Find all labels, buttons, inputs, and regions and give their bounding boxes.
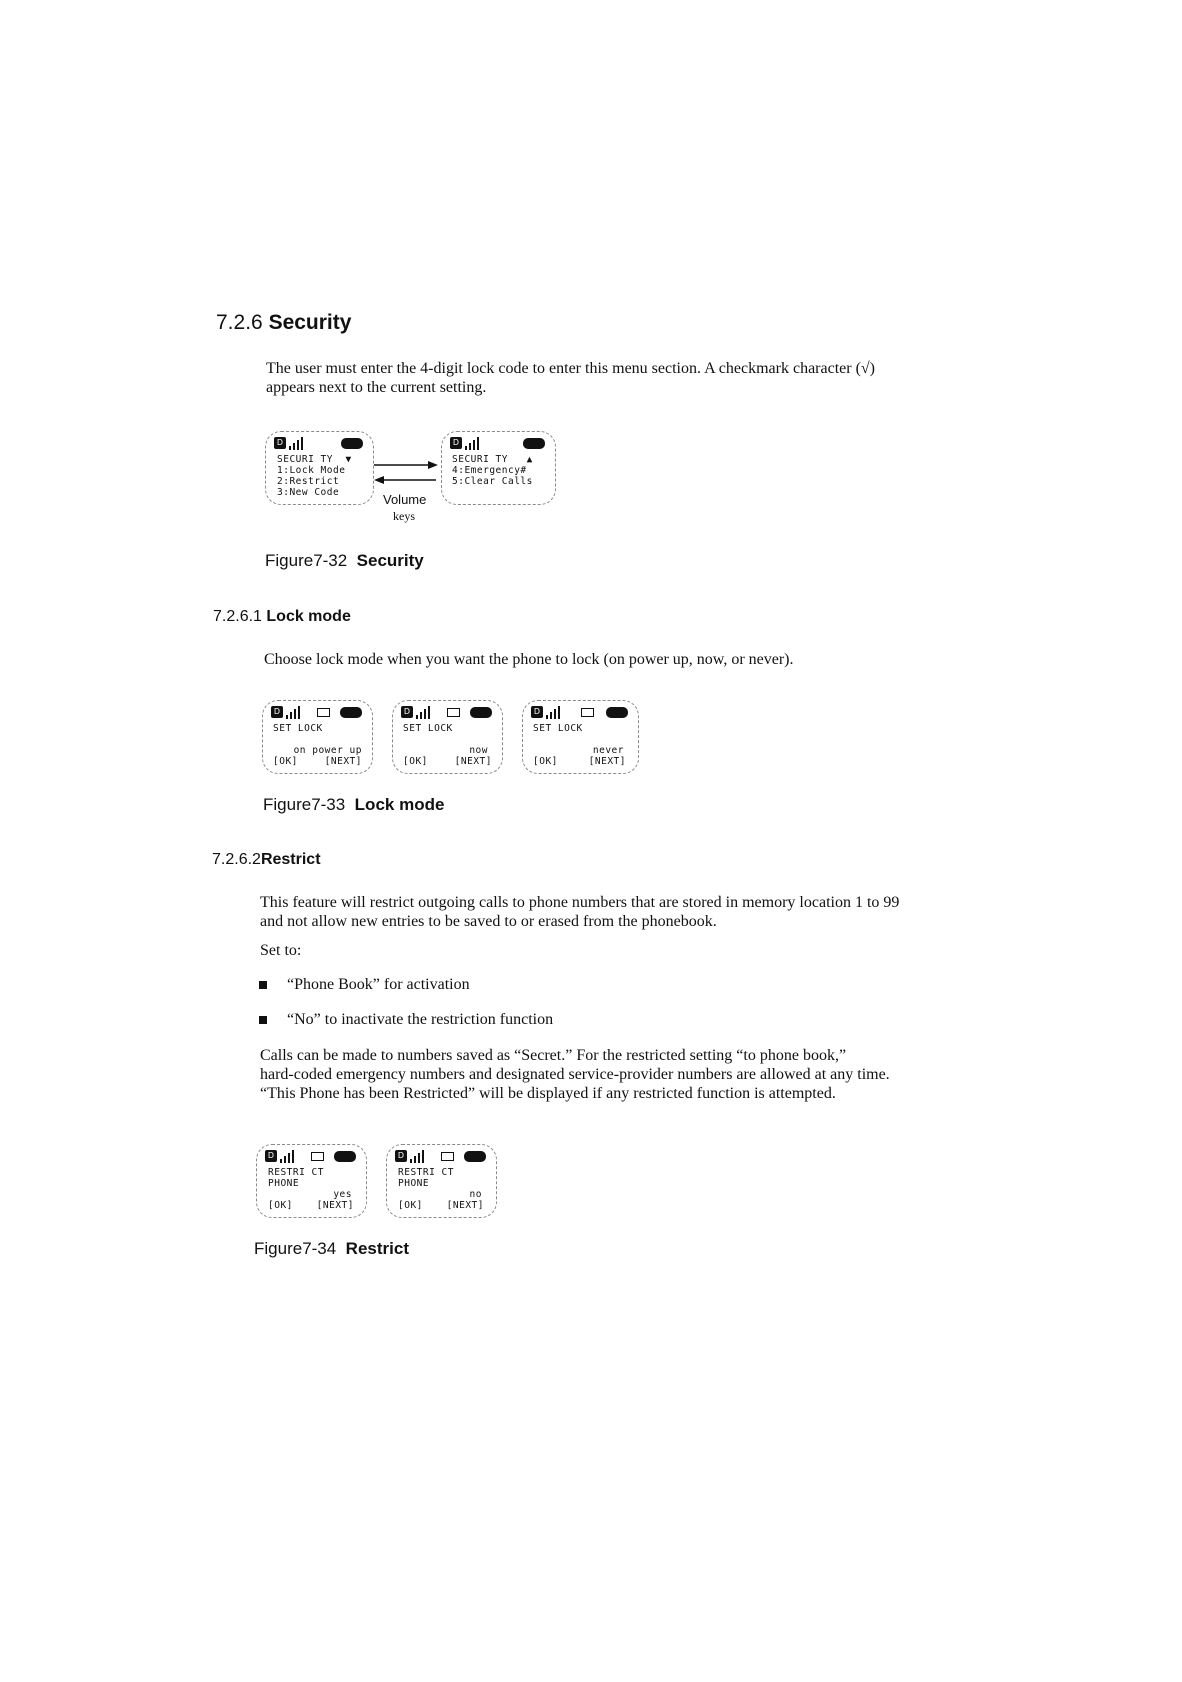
signal-icon: D: [395, 1150, 407, 1162]
figure-7-34-caption: Figure7-34 Restrict: [254, 1239, 409, 1258]
signal-bars-icon: [279, 1150, 295, 1163]
menu-line-5: 5:Clear Calls: [452, 476, 533, 487]
screen-title: SECURI TY ▲: [452, 454, 533, 465]
envelope-icon: [317, 708, 330, 717]
menu-line-3: 3:New Code: [277, 487, 340, 498]
lock-mode-heading: 7.2.6.1 Lock mode: [213, 608, 351, 625]
signal-icon: D: [531, 706, 543, 718]
envelope-icon: [447, 708, 460, 717]
next-softkey: [NEXT]: [324, 756, 362, 767]
screen-title: SET LOCK: [403, 723, 453, 734]
restrict-para2-line-2: hard-coded emergency numbers and designated service-provider numbers are allowed at any time.: [260, 1066, 890, 1083]
signal-bars-icon: [285, 706, 301, 719]
phone-screen-restrict-no: [386, 1144, 497, 1218]
restrict-heading: 7.2.6.2Restrict: [212, 851, 321, 868]
status-bar: [531, 706, 630, 720]
screen-title: SET LOCK: [273, 723, 323, 734]
figure-7-32-caption: Figure7-32 Security: [265, 551, 424, 570]
status-bar: [395, 1150, 488, 1164]
intro-line-2: appears next to the current setting.: [266, 379, 487, 396]
bullet-icon: [259, 981, 267, 989]
intro-line-1: The user must enter the 4-digit lock code to enter this menu section. A checkmark character (√): [266, 360, 876, 377]
next-softkey: [NEXT]: [316, 1200, 354, 1211]
screen-subtitle: PHONE: [398, 1178, 430, 1189]
menu-line-1: 1:Lock Mode: [277, 465, 346, 476]
phone-screen-lock-never: [522, 700, 639, 774]
status-bar: [401, 706, 494, 720]
signal-icon: D: [265, 1150, 277, 1162]
section-number: 7.2.6: [216, 311, 263, 334]
ok-softkey: [OK]: [398, 1200, 423, 1211]
phone-screen-lock-now: [392, 700, 503, 774]
volume-label: Volume: [383, 492, 427, 507]
battery-icon: [340, 707, 362, 718]
section-title: Security: [268, 311, 352, 334]
restrict-text: [260, 893, 1170, 931]
status-bar: [271, 706, 364, 720]
phone-screen-security-2: [441, 431, 556, 505]
restrict-value: no: [469, 1189, 482, 1200]
next-softkey: [NEXT]: [588, 756, 626, 767]
lock-value: now: [469, 745, 488, 756]
signal-bars-icon: [464, 437, 480, 450]
restrict-line-2: and not allow new entries to be saved to or erased from the phonebook.: [260, 913, 717, 930]
volume-arrows: [372, 458, 440, 488]
signal-bars-icon: [415, 706, 431, 719]
envelope-icon: [581, 708, 594, 717]
restrict-value: yes: [333, 1189, 352, 1200]
battery-icon: [606, 707, 628, 718]
bullet-no: “No” to inactivate the restriction function: [287, 1011, 554, 1028]
lock-mode-text: Choose lock mode when you want the phone to lock (on power up, now, or never).: [264, 651, 794, 668]
ok-softkey: [OK]: [533, 756, 558, 767]
status-bar: [450, 437, 547, 451]
next-softkey: [NEXT]: [446, 1200, 484, 1211]
intro-text: [266, 359, 1166, 397]
signal-icon: D: [274, 437, 286, 449]
restrict-para-2: [260, 1046, 1175, 1103]
ok-softkey: [OK]: [273, 756, 298, 767]
phone-screen-lock-onpowerup: [262, 700, 373, 774]
battery-icon: [523, 438, 545, 449]
menu-line-4: 4:Emergency#: [452, 465, 527, 476]
signal-icon: D: [401, 706, 413, 718]
bullet-icon: [259, 1016, 267, 1024]
menu-line-2: 2:Restrict: [277, 476, 340, 487]
screen-title: RESTRI CT: [268, 1167, 324, 1178]
restrict-para2-line-1: Calls can be made to numbers saved as “Secret.” For the restricted setting “to phone book,”: [260, 1047, 847, 1064]
screen-title: RESTRI CT: [398, 1167, 454, 1178]
section-heading: [216, 311, 351, 335]
battery-icon: [464, 1151, 486, 1162]
envelope-icon: [441, 1152, 454, 1161]
battery-icon: [470, 707, 492, 718]
ok-softkey: [OK]: [268, 1200, 293, 1211]
signal-icon: D: [271, 706, 283, 718]
bullet-phone-book: “Phone Book” for activation: [287, 976, 470, 993]
screen-title: SECURI TY ▼: [277, 454, 352, 465]
battery-icon: [341, 438, 363, 449]
envelope-icon: [311, 1152, 324, 1161]
signal-bars-icon: [288, 437, 304, 450]
keys-label: keys: [393, 509, 415, 523]
signal-icon: D: [450, 437, 462, 449]
battery-icon: [334, 1151, 356, 1162]
phone-screen-restrict-yes: [256, 1144, 367, 1218]
signal-bars-icon: [545, 706, 561, 719]
set-to-label: Set to:: [260, 942, 302, 959]
screen-subtitle: PHONE: [268, 1178, 300, 1189]
signal-bars-icon: [409, 1150, 425, 1163]
next-softkey: [NEXT]: [454, 756, 492, 767]
figure-7-33-caption: Figure7-33 Lock mode: [263, 795, 445, 814]
lock-value: on power up: [293, 745, 362, 756]
ok-softkey: [OK]: [403, 756, 428, 767]
phone-screen-security-1: [265, 431, 374, 505]
status-bar: [265, 1150, 358, 1164]
status-bar: [274, 437, 365, 451]
restrict-para2-line-3: “This Phone has been Restricted” will be displayed if any restricted function is attempted.: [260, 1085, 836, 1102]
lock-value: never: [592, 745, 624, 756]
screen-title: SET LOCK: [533, 723, 583, 734]
restrict-line-1: This feature will restrict outgoing calls to phone numbers that are stored in memory location 1 to 99: [260, 894, 900, 911]
